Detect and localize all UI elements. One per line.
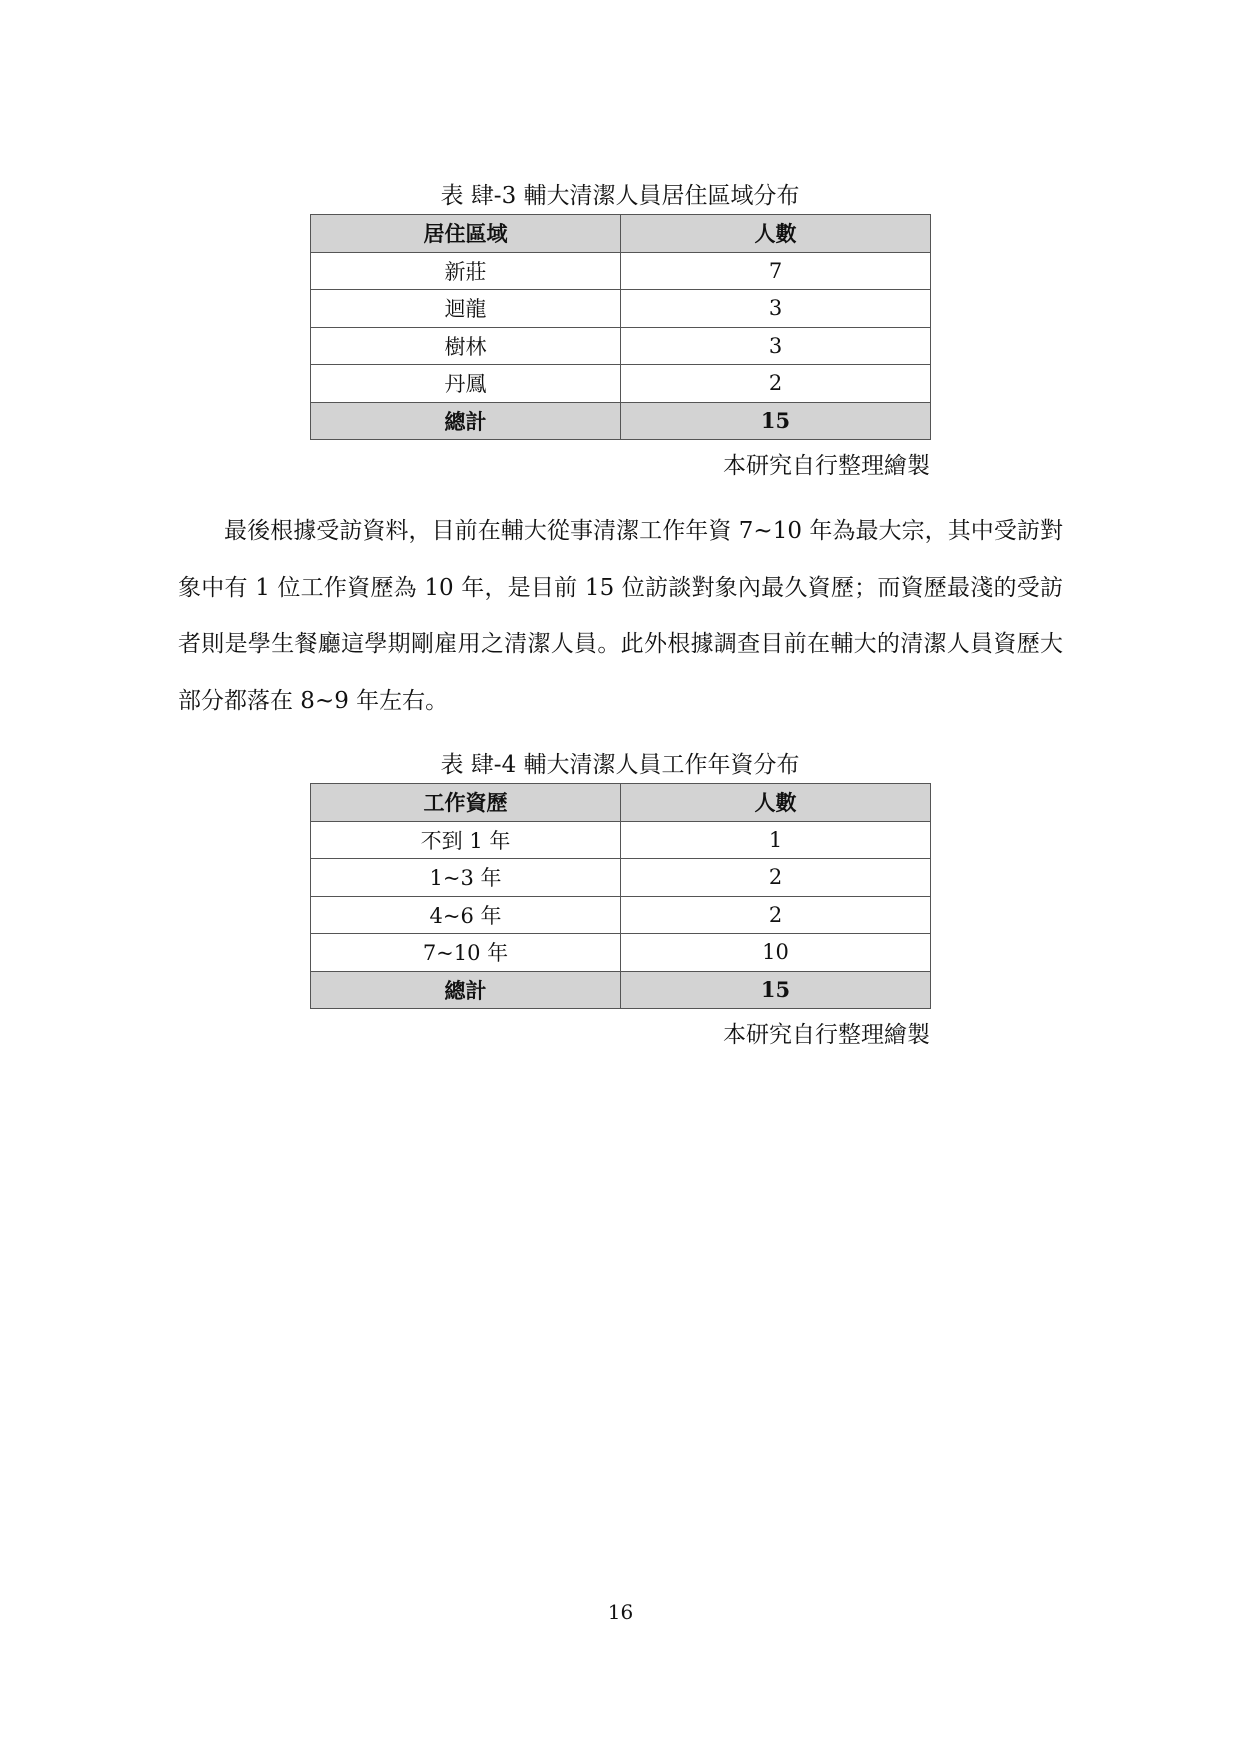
table1-cell-region: 新莊 [311,252,621,290]
table-row [311,821,931,859]
table1-cell-count: 3 [621,327,931,365]
table-row [311,859,931,897]
table1-cell-region: 丹鳳 [311,365,621,403]
table1-header-region: 居住區域 [311,215,621,253]
table2-total-row [311,971,931,1009]
table1-cell-count: 7 [621,252,931,290]
table2-cell-count: 2 [621,896,931,934]
table2-cell-seniority: 4~6 年 [311,896,621,934]
table1-cell-count: 2 [621,365,931,403]
table2-cell-seniority: 7~10 年 [311,934,621,972]
table2-caption: 表 肆-4 輔大清潔人員工作年資分布 [440,752,800,778]
table2-cell-count: 2 [621,859,931,897]
table1-source: 本研究自行整理繪製 [723,453,930,479]
table2-cell-seniority: 1~3 年 [311,859,621,897]
table1-total-row [311,402,931,440]
table2-total-label: 總計 [311,971,621,1009]
table1 [310,214,931,440]
table-row [311,896,931,934]
table-row [311,290,931,328]
table1-cell-region: 樹林 [311,327,621,365]
table2-header-count: 人數 [621,784,931,822]
table-row [311,327,931,365]
table2 [310,783,931,1009]
table2-cell-count: 10 [621,934,931,972]
table2-total-value: 15 [621,971,931,1009]
table-row [311,252,931,290]
table2-cell-seniority: 不到 1 年 [311,821,621,859]
table1-caption: 表 肆-3 輔大清潔人員居住區域分布 [440,183,800,209]
table1-total-label: 總計 [311,402,621,440]
body-paragraph: 最後根據受訪資料，目前在輔大從事清潔工作年資 7~10 年為最大宗，其中受訪對象中有 1 位工作資歷為 10 年，是目前 15 位訪談對象內最久資歷；而資歷最淺的受訪者則是學生餐廳這學期剛雇用之清潔人員。此外根據調查目前在輔大的清潔人員資歷大部分都落在 8~9 年左右。 [178,518,1063,714]
table-row [311,365,931,403]
page-number: 16 [607,1600,634,1624]
table1-cell-region: 迴龍 [311,290,621,328]
table1-cell-count: 3 [621,290,931,328]
table2-source: 本研究自行整理繪製 [723,1022,930,1048]
table2-header-row [311,784,931,822]
table1-header-count: 人數 [621,215,931,253]
table-row [311,934,931,972]
table2-cell-count: 1 [621,821,931,859]
table2-header-seniority: 工作資歷 [311,784,621,822]
table1-total-value: 15 [621,402,931,440]
table1-header-row [311,215,931,253]
